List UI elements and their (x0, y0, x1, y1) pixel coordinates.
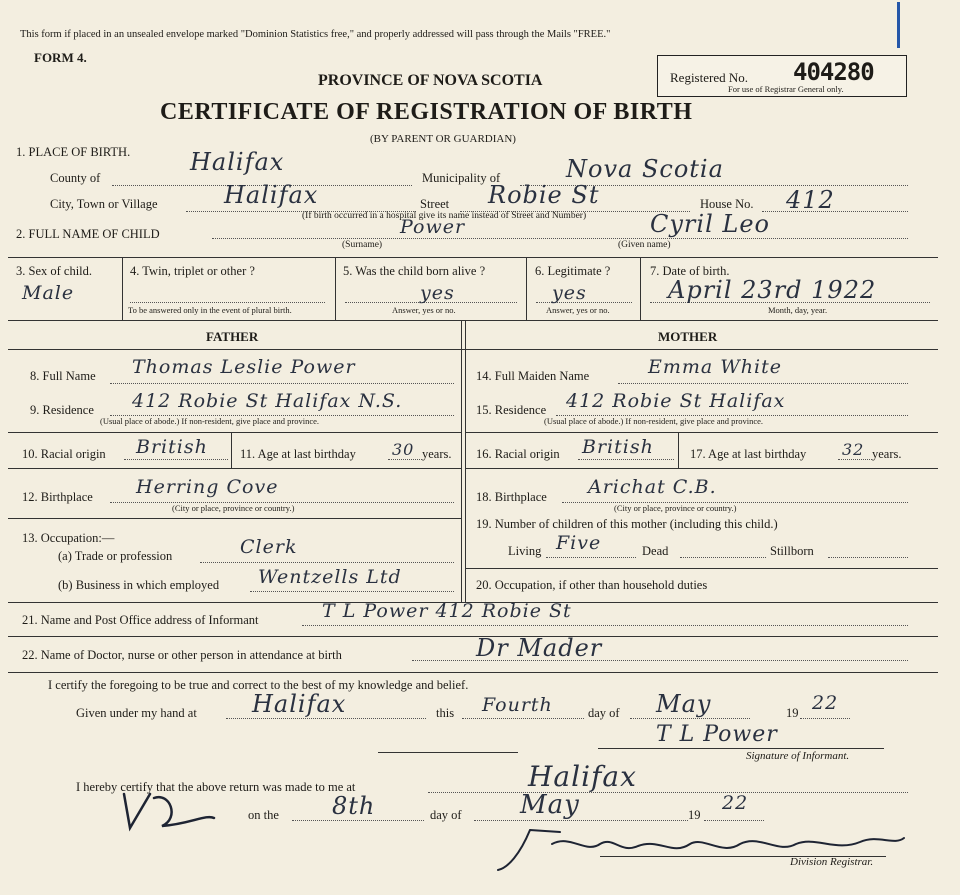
this-label: this (436, 706, 455, 720)
mother-name-label: 14. Full Maiden Name (476, 369, 590, 383)
date-of-birth-label: 7. Date of birth. (650, 264, 730, 278)
date-of-birth-value: April 23rd 1922 (668, 276, 877, 304)
city-value: Halifax (224, 181, 319, 209)
dead-line (680, 557, 766, 558)
father-row-border-2 (8, 468, 462, 469)
father-residence-value: 412 Robie St Halifax N.S. (132, 390, 403, 412)
county-label: County of (50, 171, 101, 185)
row3-top-border (8, 257, 938, 258)
hospital-note: (If birth occurred in a hospital give its name instead of Street and Number) (302, 211, 587, 221)
mother-race-divider (678, 432, 679, 468)
mother-years-label: years. (872, 447, 902, 461)
children-count-label: 19. Number of children of this mother (including this child.) (476, 517, 778, 531)
mother-name-value: Emma White (648, 356, 782, 378)
child-name-line (212, 238, 908, 239)
mother-residence-label: 15. Residence (476, 403, 547, 417)
mother-name-line (618, 383, 908, 384)
living-value: Five (556, 532, 602, 554)
mother-race-value: British (582, 436, 654, 458)
father-residence-label: 9. Residence (30, 403, 94, 417)
registrar-year-line (704, 820, 764, 821)
street-label: Street (420, 197, 450, 211)
mother-birthplace-label: 18. Birthplace (476, 490, 547, 504)
mother-race-label: 16. Racial origin (476, 447, 560, 461)
given-dayof-label: day of (588, 706, 620, 720)
row3-bottom-border (8, 320, 938, 321)
father-residence-note: (Usual place of abode.) If non-resident, give place and province. (100, 416, 320, 426)
place-of-birth-label: 1. PLACE OF BIRTH. (16, 145, 131, 159)
house-value: 412 (786, 186, 835, 214)
doctor-value: Dr Mader (476, 634, 603, 662)
registrar-year-prefix: 19 (688, 808, 701, 822)
surname-label: (Surname) (342, 240, 383, 250)
registrar-note: For use of Registrar General only. (728, 84, 844, 94)
given-month-value: May (656, 690, 712, 718)
street-value: Robie St (488, 181, 600, 209)
business-value: Wentzells Ltd (258, 566, 402, 588)
alive-note: Answer, yes or no. (392, 305, 456, 315)
dead-label: Dead (642, 544, 669, 558)
sex-value: Male (22, 282, 75, 304)
mother-race-line (578, 459, 674, 460)
mother-row-border-1 (466, 432, 938, 433)
postal-note: This form if placed in an unsealed envelope marked "Dominion Statistics free," and properly addressed will pass through the Mails "FREE." (20, 29, 611, 40)
trade-value: Clerk (240, 536, 298, 558)
row3-divider-1 (122, 257, 123, 320)
father-birthplace-note: (City or place, province or country.) (172, 503, 295, 513)
given-at-value: Halifax (252, 690, 347, 718)
sex-label: 3. Sex of child. (16, 264, 93, 278)
father-name-value: Thomas Leslie Power (132, 356, 356, 378)
living-label: Living (508, 544, 542, 558)
doctor-label: 22. Name of Doctor, nurse or other person in attendance at birth (22, 648, 342, 662)
child-given-value: Cyril Leo (650, 210, 770, 238)
father-age-value: 30 (392, 440, 415, 459)
registrar-dayof-label: day of (430, 808, 462, 822)
registered-number: 404280 (793, 58, 874, 86)
twin-label: 4. Twin, triplet or other ? (130, 264, 255, 278)
stillborn-line (828, 557, 908, 558)
date-of-birth-note: Month, day, year. (768, 305, 828, 315)
informant-value: T L Power 412 Robie St (322, 600, 572, 622)
father-race-divider (231, 432, 232, 468)
separator-line (378, 752, 518, 753)
father-race-label: 10. Racial origin (22, 447, 106, 461)
mother-age-label: 17. Age at last birthday (690, 447, 807, 461)
page-title: CERTIFICATE OF REGISTRATION OF BIRTH (160, 99, 693, 125)
father-age-line (388, 459, 422, 460)
given-at-line (226, 718, 426, 719)
municipality-label: Municipality of (422, 171, 501, 185)
center-divider-left (461, 320, 462, 602)
heading-bottom-border (8, 349, 938, 350)
county-value: Halifax (190, 148, 285, 176)
mother-occupation-label: 20. Occupation, if other than household duties (476, 578, 708, 592)
father-heading: FATHER (206, 329, 259, 344)
informant-signature-line (598, 748, 884, 749)
twin-note: To be answered only in the event of plural birth. (128, 305, 292, 315)
occupation-label: 13. Occupation:— (22, 531, 115, 545)
registrar-signature-label: Division Registrar. (790, 856, 874, 868)
registrar-place-value: Halifax (528, 760, 637, 793)
mother-birthplace-value: Arichat C.B. (588, 476, 717, 498)
informant-signature: T L Power (656, 722, 778, 747)
father-name-label: 8. Full Name (30, 369, 96, 383)
father-row-border-1 (8, 432, 462, 433)
on-the-label: on the (248, 808, 279, 822)
registrar-statement: I hereby certify that the above return was made to me at (76, 780, 356, 794)
province-heading: PROVINCE OF NOVA SCOTIA (318, 72, 543, 89)
father-age-label: 11. Age at last birthday (240, 447, 356, 461)
living-line (546, 557, 636, 558)
mother-age-line (838, 459, 872, 460)
form-number: FORM 4. (34, 50, 87, 65)
given-at-label: Given under my hand at (76, 706, 197, 720)
alive-value: yes (420, 282, 455, 304)
mother-row-border-2 (466, 468, 938, 469)
given-name-label: (Given name) (618, 240, 671, 250)
registrar-signature (490, 824, 910, 884)
informant-label: 21. Name and Post Office address of Informant (22, 613, 259, 627)
twin-line (130, 302, 325, 303)
father-birthplace-label: 12. Birthplace (22, 490, 93, 504)
given-day-line (462, 718, 584, 719)
father-race-line (124, 459, 228, 460)
informant-line (302, 625, 908, 626)
trade-label: (a) Trade or profession (58, 549, 173, 563)
informant-bottom-border (8, 636, 938, 637)
pen-check-mark (897, 2, 900, 48)
father-race-value: British (136, 436, 208, 458)
given-day-value: Fourth (482, 694, 553, 716)
father-row-border-3 (8, 518, 462, 519)
mother-birthplace-note: (City or place, province or country.) (614, 503, 737, 513)
row3-divider-3 (526, 257, 527, 320)
registrar-day-line (292, 820, 424, 821)
mother-age-value: 32 (842, 440, 865, 459)
father-name-line (110, 383, 454, 384)
row3-divider-4 (640, 257, 641, 320)
given-month-line (630, 718, 750, 719)
mother-heading: MOTHER (658, 329, 718, 344)
mother-residence-note: (Usual place of abode.) If non-resident, give place and province. (544, 416, 764, 426)
stillborn-label: Stillborn (770, 544, 814, 558)
trade-line (200, 562, 454, 563)
house-label: House No. (700, 197, 754, 211)
page-subtitle: (BY PARENT OR GUARDIAN) (370, 133, 516, 145)
business-label: (b) Business in which employed (58, 578, 220, 592)
informant-signature-label: Signature of Informant. (746, 750, 850, 762)
registered-number-box (657, 55, 907, 97)
business-line (250, 591, 454, 592)
child-surname-value: Power (400, 216, 466, 238)
alive-label: 5. Was the child born alive ? (343, 264, 486, 278)
registered-label: Registered No. (670, 70, 748, 85)
center-divider-right (465, 320, 466, 602)
legitimate-label: 6. Legitimate ? (535, 264, 611, 278)
row3-divider-2 (335, 257, 336, 320)
registrar-month-value: May (520, 790, 580, 820)
given-year-prefix: 19 (786, 706, 799, 720)
municipality-value: Nova Scotia (566, 155, 724, 183)
child-name-label: 2. FULL NAME OF CHILD (16, 227, 160, 241)
registrar-initial-mark (110, 788, 220, 838)
father-years-label: years. (422, 447, 452, 461)
mother-residence-value: 412 Robie St Halifax (566, 390, 786, 412)
given-year-line (800, 718, 850, 719)
legitimate-note: Answer, yes or no. (546, 305, 610, 315)
father-birthplace-value: Herring Cove (136, 476, 279, 498)
registrar-place-line (428, 792, 908, 793)
registrar-month-line (474, 820, 688, 821)
given-year-value: 22 (812, 692, 839, 714)
legitimate-value: yes (552, 282, 587, 304)
registrar-day-value: 8th (332, 792, 376, 820)
doctor-bottom-border (8, 672, 938, 673)
city-label: City, Town or Village (50, 197, 158, 211)
certify-statement: I certify the foregoing to be true and correct to the best of my knowledge and belief. (48, 678, 469, 692)
registrar-year-value: 22 (722, 792, 749, 814)
mother-row-border-3 (466, 568, 938, 569)
house-line (762, 211, 908, 212)
